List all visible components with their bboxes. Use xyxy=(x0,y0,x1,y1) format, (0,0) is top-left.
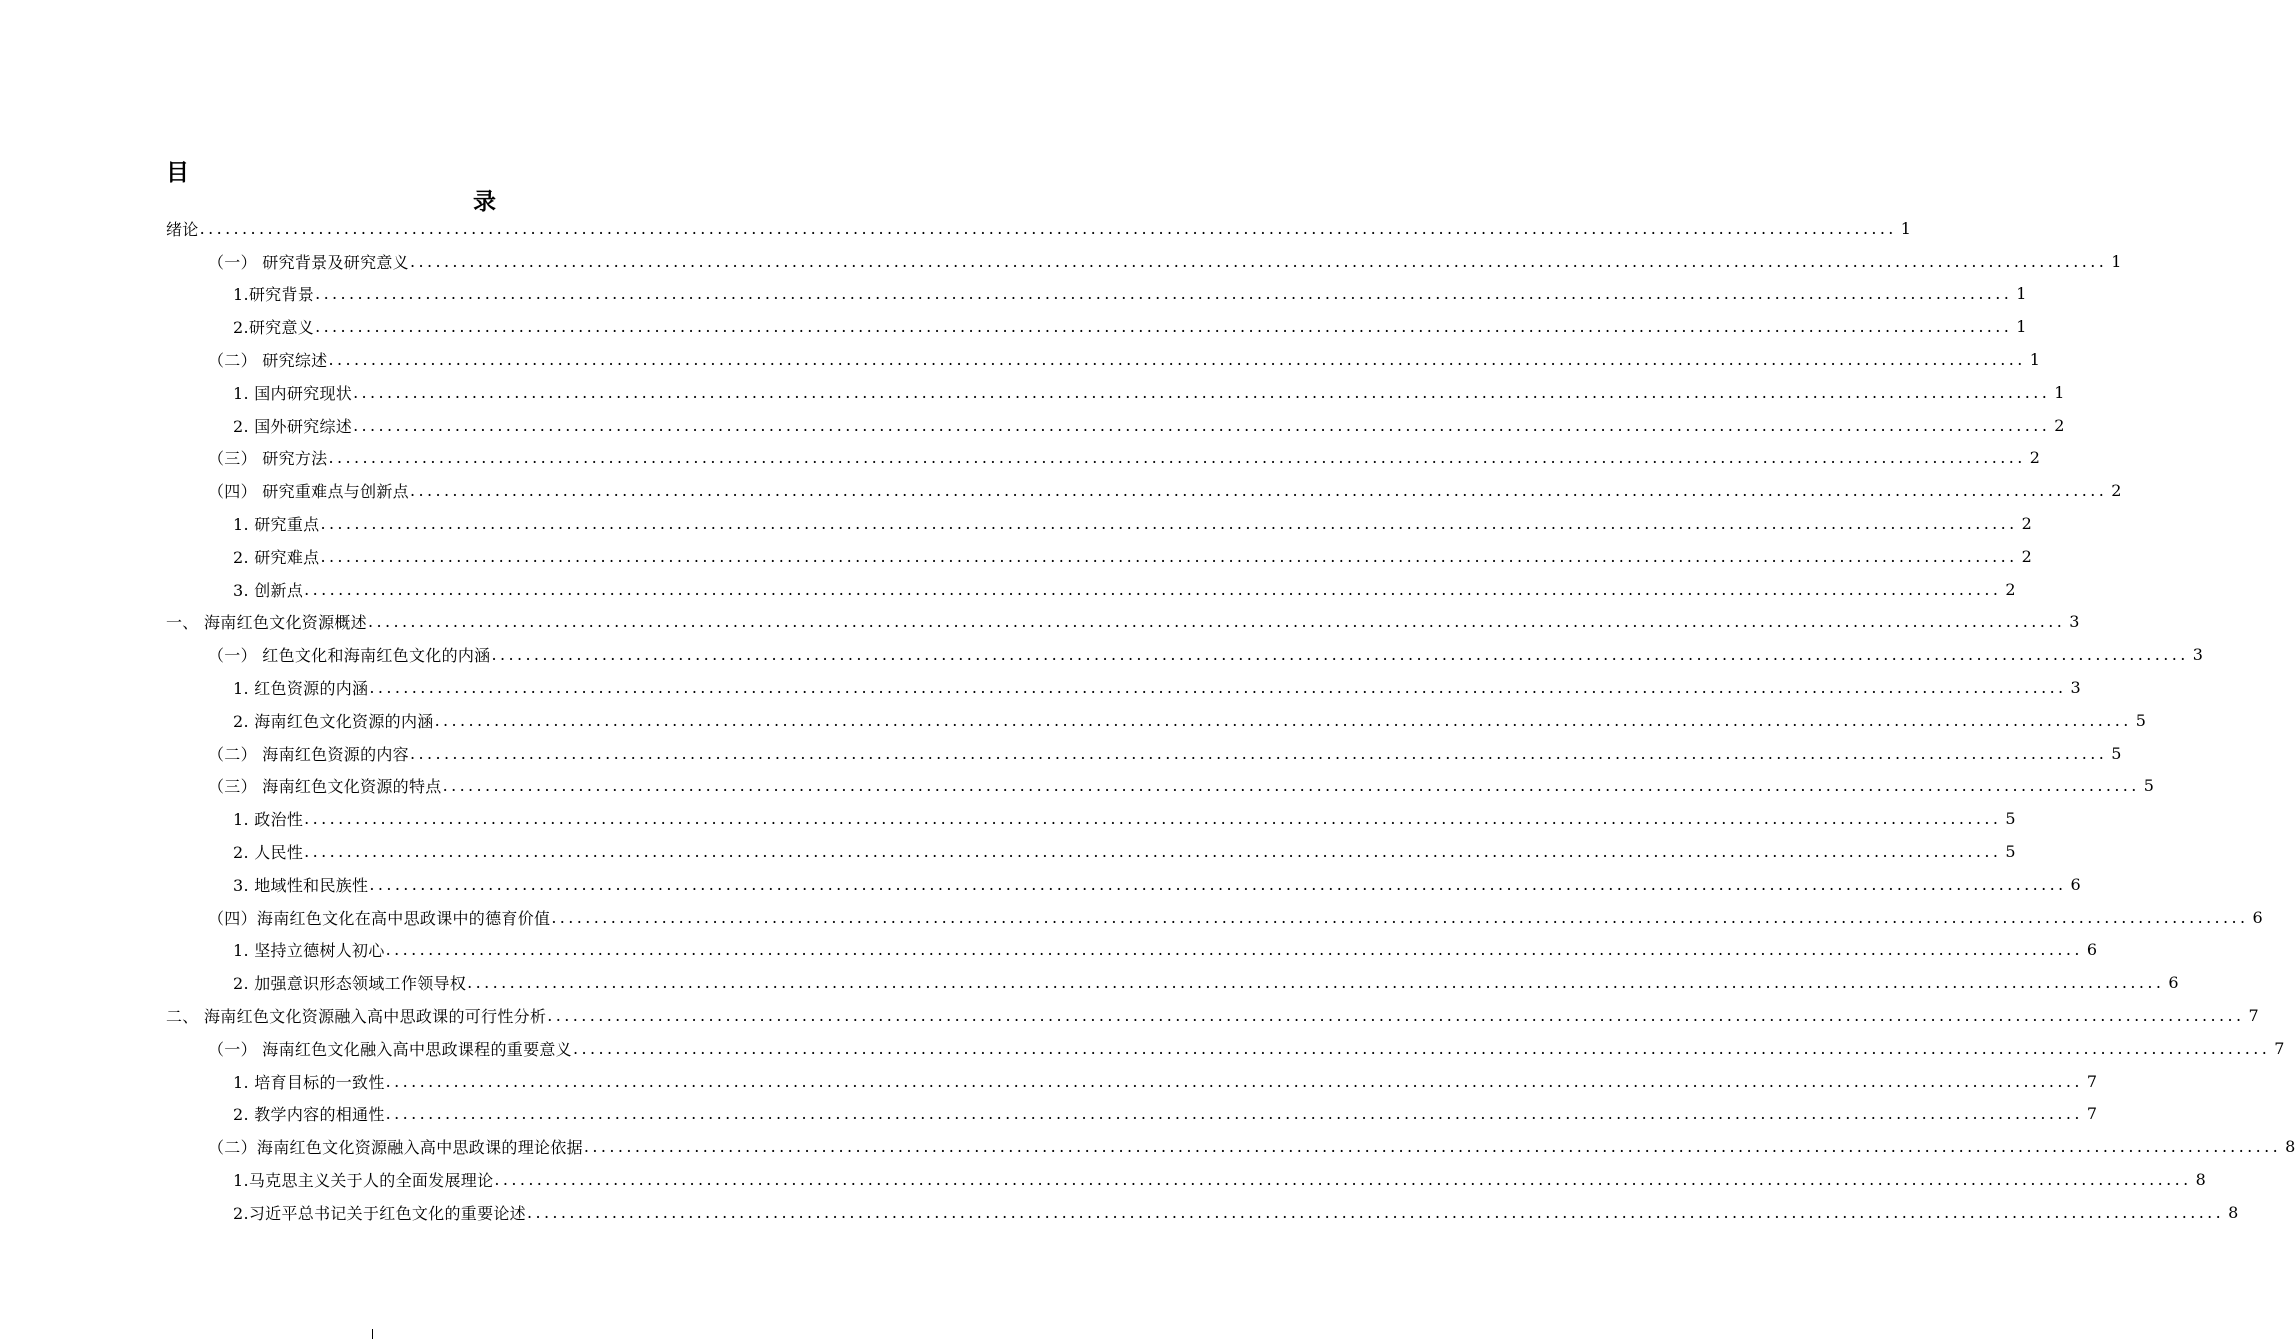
toc-page-number: 5 xyxy=(2005,809,2016,829)
toc-entry[interactable] xyxy=(166,1065,2098,1098)
toc-entry-title: 1. 红色资源的内涵 xyxy=(233,679,369,699)
toc-entry[interactable] xyxy=(166,901,2263,934)
toc-entry[interactable] xyxy=(166,376,2065,409)
toc-dot-leader: ........................................................................................................................................................................................................ xyxy=(410,251,2108,271)
toc-page-number: 6 xyxy=(2252,907,2263,927)
toc-title-part1: 目 xyxy=(166,159,189,186)
table-of-contents xyxy=(166,212,2295,1229)
toc-entry-title: 2. 人民性 xyxy=(233,843,304,863)
toc-page-number: 2 xyxy=(2029,448,2040,468)
toc-page-number: 6 xyxy=(2086,940,2098,960)
toc-entry-title: 绪论 xyxy=(166,219,199,239)
toc-page-number: 1 xyxy=(1900,218,1911,238)
toc-entry[interactable] xyxy=(166,1163,2206,1196)
toc-entry[interactable] xyxy=(166,474,2122,507)
toc-page-number: 5 xyxy=(2135,710,2146,730)
toc-page-number: 5 xyxy=(2111,743,2122,763)
toc-dot-leader: ........................................................................................................................................................................................................ xyxy=(573,1038,2271,1058)
toc-page-number: 5 xyxy=(2143,776,2154,796)
toc-entry-title: （二） 海南红色资源的内容 xyxy=(208,744,409,764)
toc-page-number: 8 xyxy=(2195,1170,2206,1189)
toc-dot-leader: ........................................................................................................................................................................................................ xyxy=(369,678,2067,698)
toc-entry-title: （四）海南红色文化在高中思政课中的德育价值 xyxy=(208,908,551,928)
toc-entry[interactable] xyxy=(166,212,1911,245)
toc-page-number: 3 xyxy=(2192,645,2203,665)
toc-entry-title: 1.马克思主义关于人的全面发展理论 xyxy=(233,1171,494,1190)
toc-entry[interactable] xyxy=(166,737,2122,770)
toc-entry-title: （二）海南红色文化资源融入高中思政课的理论依据 xyxy=(208,1138,583,1158)
toc-entry-title: （四） 研究重难点与创新点 xyxy=(208,482,409,502)
toc-entry[interactable] xyxy=(166,1032,2285,1065)
toc-entry[interactable] xyxy=(166,343,2040,376)
toc-entry[interactable] xyxy=(166,606,2080,639)
toc-dot-leader: ........................................................................................................................................................................................................ xyxy=(328,448,2026,468)
toc-dot-leader: ........................................................................................................................................................................................................ xyxy=(583,1137,2282,1157)
page-footer-mark xyxy=(372,1329,373,1339)
toc-entry[interactable] xyxy=(166,638,2203,671)
toc-dot-leader: ........................................................................................................................................................................................................ xyxy=(410,481,2108,501)
toc-dot-leader: ........................................................................................................................................................................................................ xyxy=(494,1170,2192,1189)
toc-entry[interactable] xyxy=(166,310,2027,343)
toc-entry-title: 1. 研究重点 xyxy=(233,515,320,535)
toc-entry[interactable] xyxy=(166,1130,2295,1163)
toc-entry[interactable] xyxy=(166,442,2040,475)
toc-page-number: 5 xyxy=(2005,842,2016,862)
toc-page-number: 2 xyxy=(2021,546,2032,566)
toc-entry-title: （一） 海南红色文化融入高中思政课程的重要意义 xyxy=(208,1039,572,1059)
toc-dot-leader: ........................................................................................................................................................................................................ xyxy=(369,874,2067,894)
toc-dot-leader: ........................................................................................................................................................................................................ xyxy=(551,907,2249,927)
toc-entry[interactable] xyxy=(166,507,2032,540)
toc-entry-title: 2.研究意义 xyxy=(233,318,315,338)
toc-page-number: 1 xyxy=(2029,350,2040,370)
toc-dot-leader: ........................................................................................................................................................................................................ xyxy=(320,514,2018,534)
toc-entry[interactable] xyxy=(166,868,2081,901)
toc-dot-leader: ........................................................................................................................................................................................................ xyxy=(547,1006,2245,1026)
toc-entry-title: 2. 教学内容的相通性 xyxy=(233,1105,385,1125)
toc-entry[interactable] xyxy=(166,671,2081,704)
toc-entry[interactable] xyxy=(166,573,2016,606)
toc-entry[interactable] xyxy=(166,278,2027,311)
toc-dot-leader: ........................................................................................................................................................................................................ xyxy=(385,1104,2083,1124)
toc-entry[interactable] xyxy=(166,1098,2098,1131)
toc-entry-title: 1. 政治性 xyxy=(233,810,304,830)
toc-entry-title: 2. 海南红色文化资源的内涵 xyxy=(233,711,434,731)
toc-title-part2: 录 xyxy=(473,188,496,215)
toc-dot-leader: ........................................................................................................................................................................................................ xyxy=(199,218,1897,238)
toc-entry-title: 3. 创新点 xyxy=(233,580,304,600)
toc-entry[interactable] xyxy=(166,835,2016,868)
toc-dot-leader: ........................................................................................................................................................................................................ xyxy=(442,776,2140,796)
toc-entry[interactable] xyxy=(166,704,2146,737)
toc-entry-title: 2. 加强意识形态领域工作领导权 xyxy=(233,974,467,994)
toc-dot-leader: ........................................................................................................................................................................................................ xyxy=(491,645,2189,665)
toc-entry[interactable] xyxy=(166,802,2016,835)
toc-dot-leader: ........................................................................................................................................................................................................ xyxy=(385,940,2083,960)
toc-entry-title: 二、 海南红色文化资源融入高中思政课的可行性分析 xyxy=(166,1007,547,1027)
toc-dot-leader: ........................................................................................................................................................................................................ xyxy=(526,1202,2225,1222)
toc-dot-leader: ........................................................................................................................................................................................................ xyxy=(434,710,2132,730)
toc-entry-title: 2. 研究难点 xyxy=(233,547,320,567)
toc-dot-leader: ........................................................................................................................................................................................................ xyxy=(304,842,2002,862)
toc-entry-title: 2.习近平总书记关于红色文化的重要论述 xyxy=(233,1203,526,1223)
toc-page-number: 1 xyxy=(2111,251,2122,271)
toc-entry-title: （一） 红色文化和海南红色文化的内涵 xyxy=(208,646,491,666)
toc-page-number: 7 xyxy=(2274,1038,2285,1058)
toc-page-number: 2 xyxy=(2005,579,2016,599)
toc-page-number: 1 xyxy=(2016,317,2027,337)
toc-entry-title: （三） 研究方法 xyxy=(208,449,328,469)
toc-page-number: 1 xyxy=(2016,284,2027,304)
toc-dot-leader: ........................................................................................................................................................................................................ xyxy=(320,546,2018,566)
toc-entry-title: 一、 海南红色文化资源概述 xyxy=(166,613,367,633)
toc-page-number: 3 xyxy=(2070,678,2081,698)
toc-dot-leader: ........................................................................................................................................................................................................ xyxy=(304,579,2002,599)
toc-entry[interactable] xyxy=(166,934,2098,967)
toc-entry-title: （二） 研究综述 xyxy=(208,351,328,371)
toc-dot-leader: ........................................................................................................................................................................................................ xyxy=(304,809,2002,829)
toc-page-number: 7 xyxy=(2248,1006,2259,1026)
toc-page-number: 2 xyxy=(2021,514,2032,534)
toc-page-number: 8 xyxy=(2228,1202,2239,1222)
toc-entry[interactable] xyxy=(166,540,2032,573)
toc-page-number: 6 xyxy=(2070,874,2081,894)
toc-page-number: 1 xyxy=(2054,382,2065,402)
toc-entry[interactable] xyxy=(166,409,2065,442)
toc-page-number: 7 xyxy=(2086,1104,2098,1124)
toc-page-number: 3 xyxy=(2069,612,2080,632)
toc-entry[interactable] xyxy=(166,966,2179,999)
toc-entry[interactable] xyxy=(166,245,2122,278)
toc-entry-title: 1.研究背景 xyxy=(233,285,315,305)
toc-page-number: 8 xyxy=(2285,1137,2295,1157)
toc-page-number: 6 xyxy=(2168,973,2179,993)
toc-dot-leader: ........................................................................................................................................................................................................ xyxy=(315,317,2013,337)
toc-page-number: 7 xyxy=(2086,1071,2098,1091)
toc-dot-leader: ........................................................................................................................................................................................................ xyxy=(315,284,2013,304)
toc-page-number: 2 xyxy=(2111,481,2122,501)
toc-entry-title: 1. 坚持立德树人初心 xyxy=(233,941,385,961)
toc-entry[interactable] xyxy=(166,1196,2239,1229)
toc-entry-title: （一） 研究背景及研究意义 xyxy=(208,252,409,272)
toc-page-number: 2 xyxy=(2054,415,2065,435)
toc-entry-title: 3. 地域性和民族性 xyxy=(233,875,369,895)
toc-entry[interactable] xyxy=(166,999,2259,1032)
toc-entry-title: （三） 海南红色文化资源的特点 xyxy=(208,777,442,797)
toc-dot-leader: ........................................................................................................................................................................................................ xyxy=(353,382,2051,402)
toc-entry-title: 2. 国外研究综述 xyxy=(233,416,353,436)
toc-dot-leader: ........................................................................................................................................................................................................ xyxy=(368,612,2066,632)
toc-dot-leader: ........................................................................................................................................................................................................ xyxy=(467,973,2165,993)
toc-entry[interactable] xyxy=(166,770,2154,803)
toc-dot-leader: ........................................................................................................................................................................................................ xyxy=(353,415,2051,435)
toc-entry-title: 1. 国内研究现状 xyxy=(233,383,353,403)
toc-dot-leader: ........................................................................................................................................................................................................ xyxy=(385,1071,2083,1091)
toc-dot-leader: ........................................................................................................................................................................................................ xyxy=(410,743,2108,763)
toc-dot-leader: ........................................................................................................................................................................................................ xyxy=(328,350,2026,370)
toc-entry-title: 1. 培育目标的一致性 xyxy=(233,1072,385,1092)
